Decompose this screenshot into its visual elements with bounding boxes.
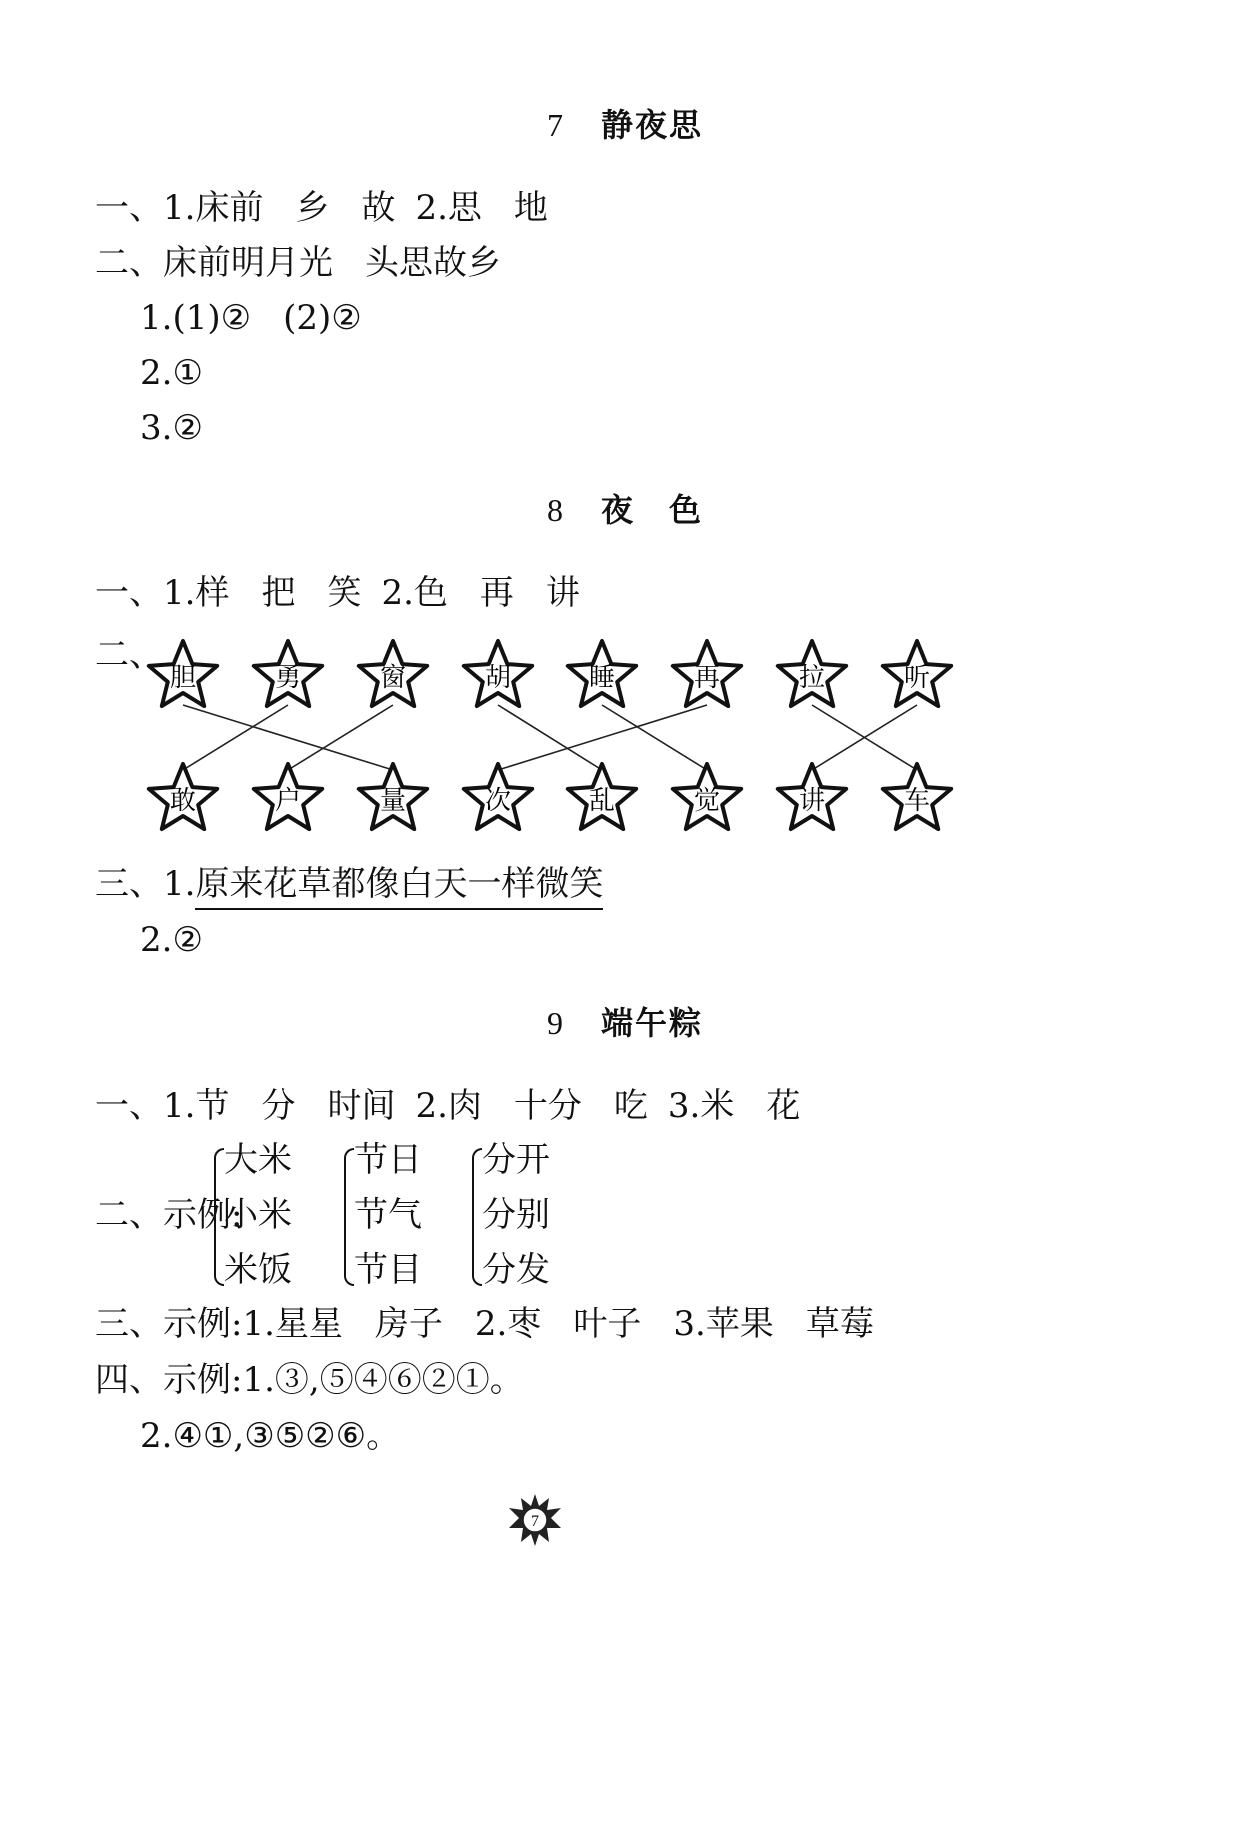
s8-q3: 三、1.原来花草都像白天一样微笑 [95,864,603,904]
s7-q2-3: 3.② [140,408,203,448]
matching-line [498,705,602,770]
bottom-star-7 [778,764,846,829]
section-number: 7 [546,107,563,143]
s9-q2-prefix: 二、示例: [95,1195,243,1235]
matching-line [498,705,707,770]
top-star-8 [883,641,951,706]
star-character: 听 [903,663,931,693]
top-star-4 [464,641,532,706]
bottom-star-3 [359,764,427,829]
page-number-badge [505,1490,565,1550]
star-character: 量 [379,786,407,816]
s7-q2: 二、床前明月光 头思故乡 [95,243,501,283]
star-character: 睡 [588,663,616,693]
matching-line [183,705,288,770]
top-star-1 [149,641,217,706]
s7-q2-1: 1.(1)② (2)② [140,298,362,338]
group1-word: 米饭 [224,1250,292,1290]
bottom-star-8 [883,764,951,829]
top-star-7 [778,641,846,706]
section-number: 9 [546,1005,563,1041]
group2-word: 节气 [354,1195,422,1235]
page-number: 7 [531,1513,539,1530]
group1-word: 大米 [224,1140,292,1180]
s9-q4: 四、示例:1.③,⑤④⑥②①。 [95,1360,524,1400]
group2-word: 节目 [354,1250,422,1290]
top-star-2 [254,641,322,706]
star-character: 勇 [274,663,302,693]
star-character: 再 [693,663,721,693]
s7-q1: 一、1.床前 乡 故 2.思 地 [95,188,548,228]
group3-word: 分开 [482,1140,550,1180]
brace-3 [472,1148,482,1286]
s9-q1: 一、1.节 分 时间 2.肉 十分 吃 3.米 花 [95,1086,801,1126]
section-9-title [0,1003,1250,1043]
group3-word: 分别 [482,1195,550,1235]
section-title-text: 端午粽 [600,1004,703,1042]
s9-q3: 三、示例:1.星星 房子 2.枣 叶子 3.苹果 草莓 [95,1304,874,1344]
s9-q4-2: 2.④①,③⑤②⑥。 [140,1416,401,1456]
star-character: 胡 [484,663,512,693]
group1-word: 小米 [224,1195,292,1235]
star-character: 乱 [588,786,616,816]
matching-line [602,705,707,770]
matching-line [183,705,393,770]
top-star-5 [568,641,636,706]
bottom-star-4 [464,764,532,829]
bottom-star-1 [149,764,217,829]
star-character: 讲 [798,786,826,816]
section-title-text: 夜 色 [600,491,703,529]
star-character: 胆 [169,663,197,693]
underlined-answer: 原来花草都像白天一样微笑 [195,864,603,910]
star-character: 敢 [169,786,197,816]
section-number: 8 [546,492,563,528]
s8-q3-2: 2.② [140,920,203,960]
s8-q2-prefix: 二、 [95,635,163,675]
bottom-star-6 [673,764,741,829]
top-star-3 [359,641,427,706]
brace-1 [214,1148,224,1286]
matching-line [288,705,393,770]
star-character: 户 [274,786,302,816]
star-character: 车 [903,786,931,816]
star-character: 窗 [379,663,407,693]
star-character: 拉 [798,663,826,693]
top-star-6 [673,641,741,706]
group2-word: 节日 [354,1140,422,1180]
bottom-star-2 [254,764,322,829]
star-character: 觉 [693,786,721,816]
section-title-text: 静夜思 [600,106,703,144]
group3-word: 分发 [482,1250,550,1290]
s7-q2-2: 2.① [140,353,203,393]
s8-q1: 一、1.样 把 笑 2.色 再 讲 [95,573,580,613]
brace-2 [344,1148,354,1286]
bottom-star-5 [568,764,636,829]
star-character: 次 [484,786,512,816]
